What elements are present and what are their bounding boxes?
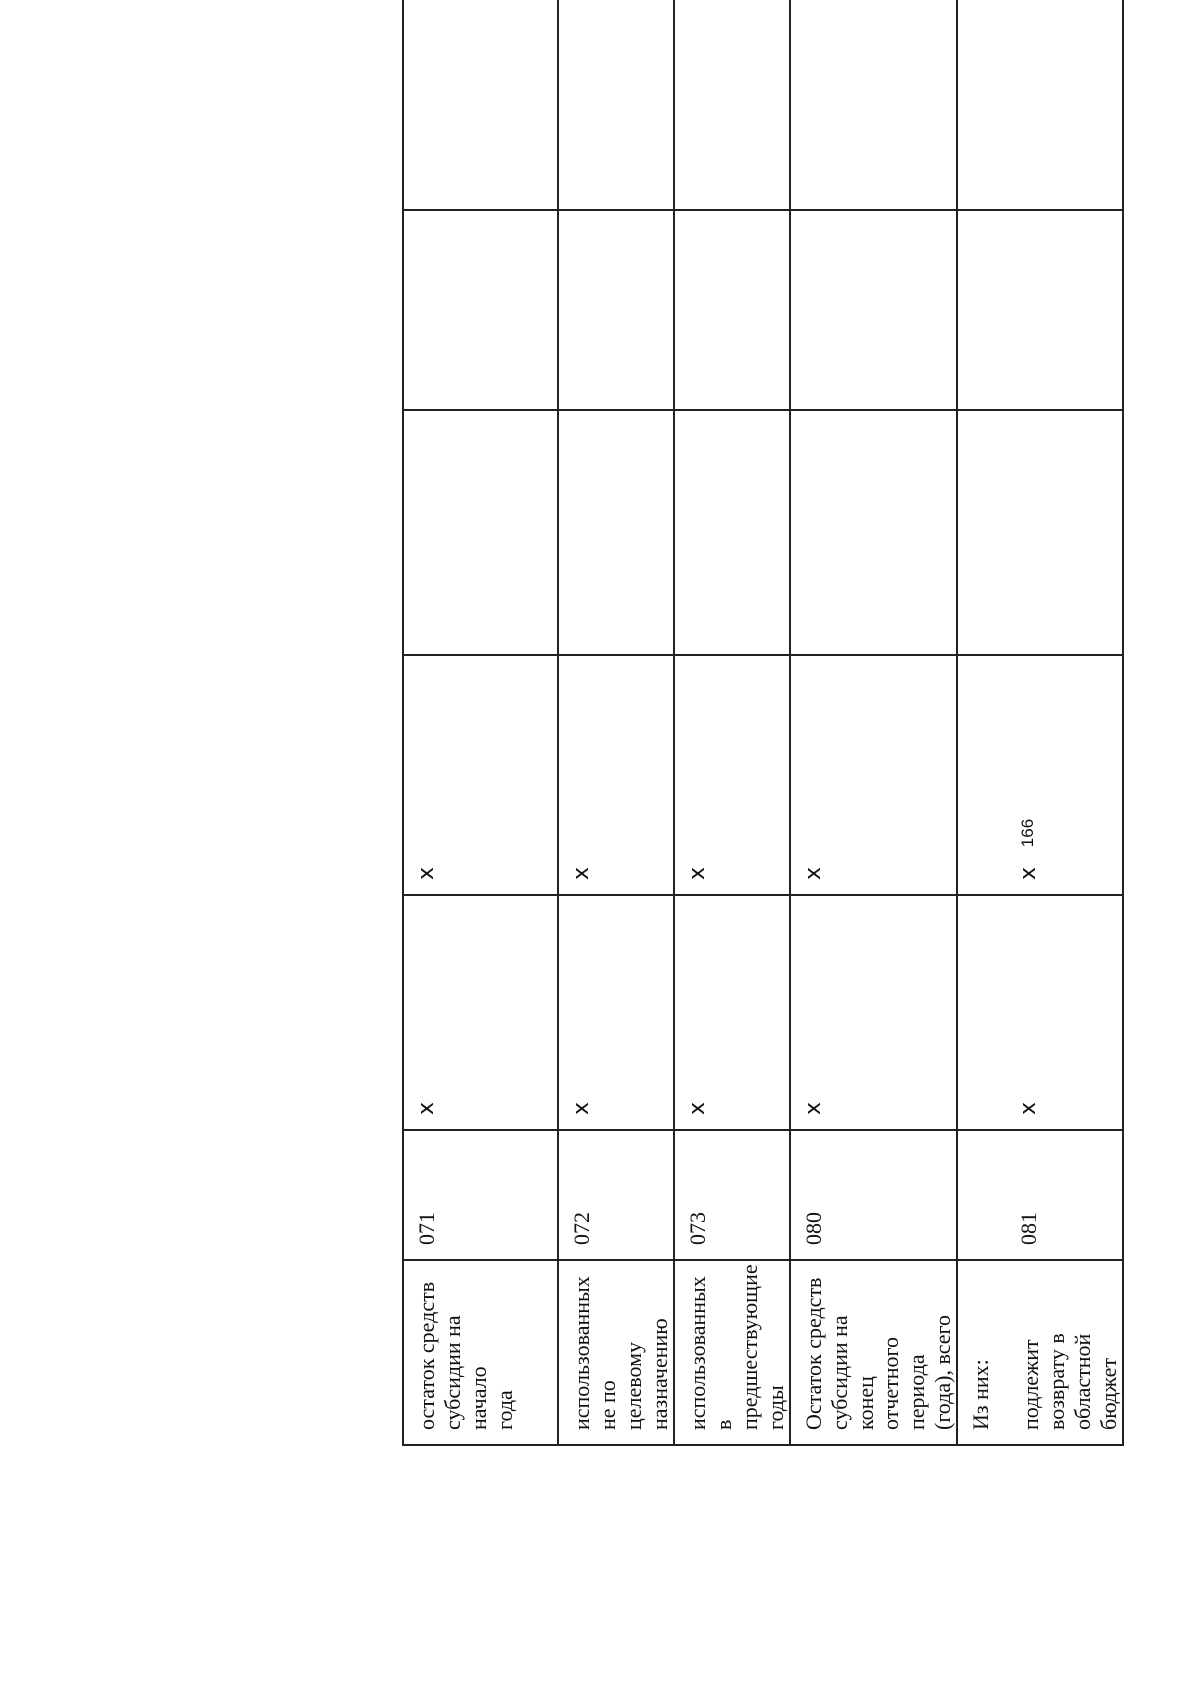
row-label: Из них: подлежит возврату в областной бюджет <box>957 1260 1123 1445</box>
cell-x: x <box>957 895 1123 1130</box>
cell-x: x <box>558 655 674 895</box>
cell-x: x <box>957 655 1123 895</box>
row-code: 073 <box>674 1130 790 1260</box>
cell-empty <box>403 0 558 210</box>
cell-x: x <box>790 895 958 1130</box>
cell-empty <box>674 410 790 655</box>
cell-empty <box>403 210 558 410</box>
cell-empty <box>957 410 1123 655</box>
cell-empty <box>790 410 958 655</box>
row-label: остаток средств субсидии на начало года <box>403 1260 558 1445</box>
table-row <box>790 0 958 1445</box>
cell-empty <box>558 0 674 210</box>
cell-empty <box>957 210 1123 410</box>
cell-empty <box>674 0 790 210</box>
cell-x: x <box>674 895 790 1130</box>
table-row <box>957 0 1123 1445</box>
cell-empty <box>558 210 674 410</box>
cell-x: x <box>674 655 790 895</box>
row-label: Остаток средств субсидии на конец отчетного периода (года), всего <box>790 1260 958 1445</box>
subsidy-report-table <box>402 0 1124 1446</box>
cell-empty <box>674 210 790 410</box>
cell-x: x <box>403 895 558 1130</box>
cell-x: x <box>790 655 958 895</box>
cell-x: x <box>403 655 558 895</box>
row-label: использованных в предшествующие годы <box>674 1260 790 1445</box>
row-label-prefix: Из них: <box>968 1359 994 1430</box>
row-code: 072 <box>558 1130 674 1260</box>
row-code: 080 <box>790 1130 958 1260</box>
row-code: 081 <box>957 1130 1123 1260</box>
cell-empty <box>558 410 674 655</box>
row-label: использованных не по целевому назначению <box>558 1260 674 1445</box>
row-code: 071 <box>403 1130 558 1260</box>
cell-empty <box>957 0 1123 210</box>
cell-x: x <box>558 895 674 1130</box>
cell-empty <box>790 0 958 210</box>
cell-empty <box>790 210 958 410</box>
cell-empty <box>403 410 558 655</box>
table-row <box>403 0 558 1445</box>
table-row <box>558 0 674 1445</box>
page-number: 166 <box>1018 818 1037 848</box>
table-row <box>674 0 790 1445</box>
